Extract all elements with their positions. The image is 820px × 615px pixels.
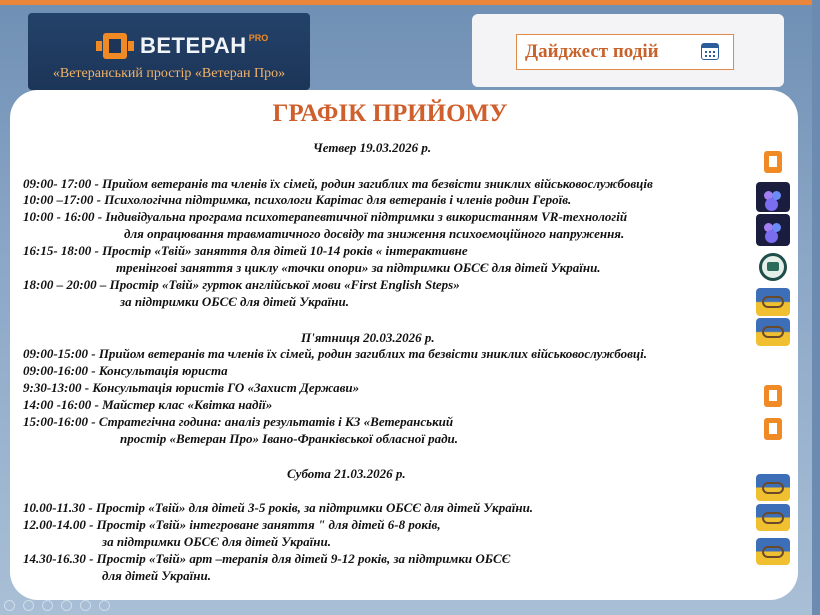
- schedule-line: за підтримки ОБСЄ для дітей України.: [120, 294, 349, 309]
- veteran-pro-icon: [756, 413, 790, 445]
- logo-brand: ВЕТЕРАН: [140, 33, 247, 58]
- veteran-pro-icon: [756, 380, 790, 412]
- slides-icon[interactable]: [61, 600, 72, 611]
- schedule-line: 14:00 -16:00 - Майстер клас «Квітка надії»: [23, 397, 273, 412]
- logo-subtitle: «Ветеранський простір «Ветеран Про»: [52, 66, 286, 81]
- saturday-heading: Субота 21.03.2026 р.: [287, 466, 406, 481]
- heart-flag-icon: [756, 474, 790, 501]
- digest-panel: [472, 14, 784, 87]
- schedule-line: 16:15- 18:00 - Простір «Твій» заняття для дітей 10-14 років « інтерактивне: [23, 243, 468, 258]
- schedule-line: за підтримки ОБСЄ для дітей України.: [102, 534, 331, 549]
- schedule-line: 10.00-11.30 - Простір «Твій» для дітей 3-5 років, за підтримки ОБСЄ для дітей України.: [23, 500, 534, 515]
- partner-dark-icon: [756, 182, 790, 212]
- logo-panel: [28, 13, 310, 90]
- schedule-title: ГРАФІК ПРИЙОМУ: [272, 100, 508, 127]
- next-slide-icon[interactable]: [23, 600, 34, 611]
- pen-icon[interactable]: [42, 600, 53, 611]
- schedule-line: 09:00-16:00 - Консультація юриста: [23, 363, 228, 378]
- schedule-line: для дітей України.: [102, 568, 211, 583]
- slideshow-toolbar: [0, 598, 224, 613]
- schedule-line: 14.30-16.30 - Простір «Твій» арт –терапія для дітей 9-12 років, за підтримки ОБСЄ: [23, 551, 511, 566]
- more-icon[interactable]: [99, 600, 110, 611]
- heart-flag-icon: [756, 318, 790, 346]
- veteran-pro-logo-icon: [96, 31, 134, 61]
- friday-heading: П'ятниця 20.03.2026 р.: [301, 330, 435, 345]
- schedule-line: 12.00-14.00 - Простір «Твій» інтегроване заняття " для дітей 6-8 років,: [23, 517, 441, 532]
- schedule-line: 09:00-15:00 - Прийом ветеранів та членів їх сімей, родин загиблих та безвісти зниклих військовослужбовці.: [23, 346, 647, 361]
- heart-flag-icon: [756, 504, 790, 531]
- schedule-card: [10, 90, 798, 600]
- schedule-line: 10:00 - 16:00 - Індивідуальна програма психотерапевтичної підтримки з використанням VR-технологій: [23, 209, 628, 224]
- logo-row: [96, 31, 268, 61]
- schedule-line: 15:00-16:00 - Стратегічна година: аналіз результатів і КЗ «Ветеранський: [23, 414, 454, 429]
- schedule-line: 9:30-13:00 - Консультація юристів ГО «Захист Держави»: [23, 380, 360, 395]
- top-accent-bar: [0, 0, 820, 5]
- zoom-icon[interactable]: [80, 600, 91, 611]
- schedule-line: 10:00 –17:00 - Психологічна підтримка, психологи Карітас для ветеранів і членів родин Героїв.: [23, 192, 572, 207]
- round-emblem-icon: [756, 251, 790, 285]
- veteran-pro-icon: [756, 146, 790, 178]
- schedule-line: 18:00 – 20:00 – Простір «Твій» гурток англійської мови «First English Steps»: [23, 277, 460, 292]
- schedule-line: тренінгові заняття з циклу «точки опори» за підтримки ОБСЄ для дітей України.: [116, 260, 601, 275]
- digest-button[interactable]: [516, 34, 734, 70]
- calendar-icon: [701, 43, 719, 60]
- schedule-line: для опрацювання травматичного досвіду та зниження психоемоційного напруження.: [124, 226, 625, 241]
- thursday-heading: Четвер 19.03.2026 р.: [313, 140, 432, 155]
- heart-flag-icon: [756, 288, 790, 316]
- right-edge: [812, 0, 820, 615]
- schedule-line: 09:00- 17:00 - Прийом ветеранів та членів їх сімей, родин загиблих та безвісти зниклих військовослужбовців: [23, 176, 653, 191]
- partner-dark-icon: [756, 214, 790, 246]
- digest-label: Дайджест подій: [525, 41, 659, 62]
- heart-flag-icon: [756, 538, 790, 565]
- prev-slide-icon[interactable]: [4, 600, 15, 611]
- schedule-line: простір «Ветеран Про» Івано-Франківської обласної ради.: [120, 431, 458, 446]
- logo-brand-suffix: PRO: [248, 33, 269, 43]
